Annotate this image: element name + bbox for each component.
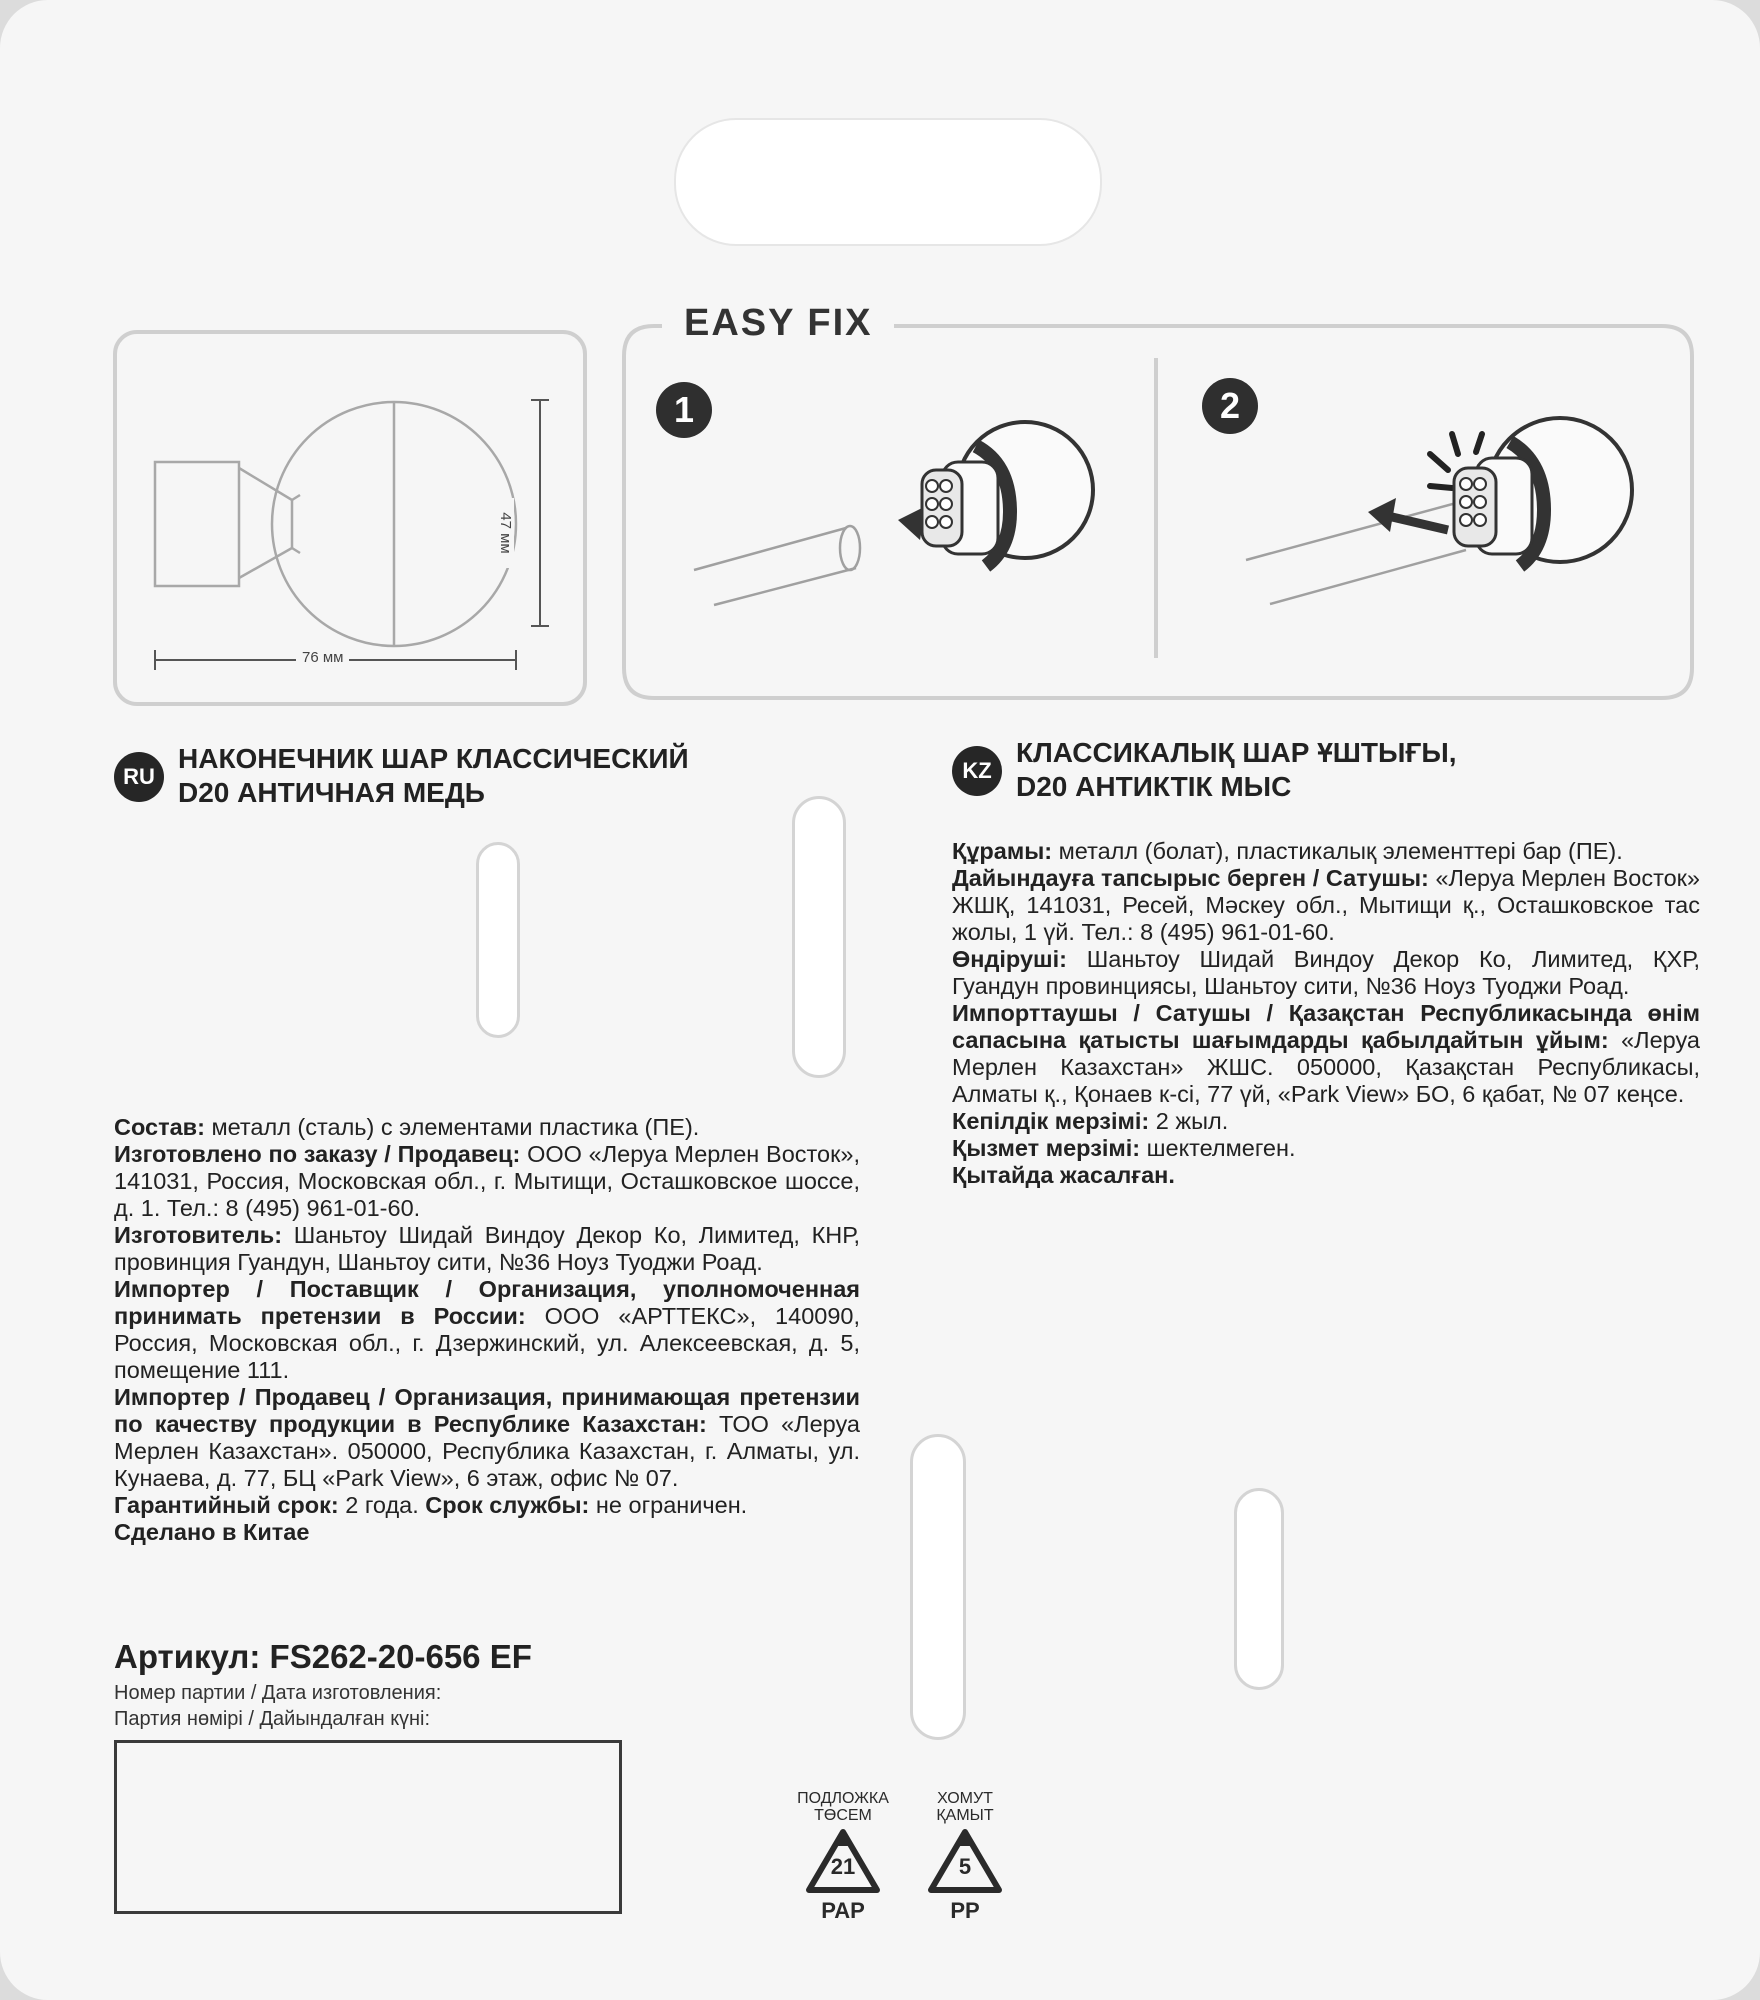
cable-tie-slot xyxy=(792,796,846,1078)
batch-label-ru: Номер партии / Дата изготовления: xyxy=(114,1682,442,1704)
ru-product-title xyxy=(178,742,689,810)
ru-importer-kazakhstan: Импортер / Продавец / Организация, принимающая претензии по качеству продукции в Республике Казахстан: ТОО «Леруа Мерлен Казахстан». 050000, Республика Казахстан, г. Алматы, ул. Кунаева, д. 77, БЦ «Park View», 6 этаж, офис № 07. xyxy=(114,1384,860,1491)
ru-made-in: Сделано в Китае xyxy=(114,1519,310,1545)
cable-tie-slot xyxy=(910,1434,966,1740)
recycling-number: 5 xyxy=(958,1854,972,1879)
ru-title-line-2: D20 АНТИЧНАЯ МЕДЬ xyxy=(178,777,485,808)
ru-composition: Состав: металл (сталь) с элементами пластика (ПЕ). xyxy=(114,1114,700,1140)
width-dimension-label: 76 мм xyxy=(296,649,349,666)
kz-seller: Дайындауға тапсырыс берген / Сатушы: «Леруа Мерлен Восток» ЖШҚ, 141031, Ресей, Мәскеу обл., Мытищи қ., Осташковское тас жолы, 1 үй. Тел.: 8 (495) 961-01-60. xyxy=(952,865,1700,945)
kz-product-info xyxy=(952,838,1700,1189)
ru-seller: Изготовлено по заказу / Продавец: ООО «Леруа Мерлен Восток», 141031, Россия, Московская обл., г. Мытищи, Осташковское шоссе, д. 1. Тел.: 8 (495) 961-01-60. xyxy=(114,1141,860,1221)
kz-title-line-1: КЛАССИКАЛЫҚ ШАР ҰШТЫҒЫ, xyxy=(1016,737,1457,768)
kz-manufacturer: Өндіруші: Шаньтоу Шидай Виндоу Декор Ко, Лимитед, ҚХР, Гуандун провинциясы, Шаньтоу сити, №36 Ноуз Туоджи Роад. xyxy=(952,946,1700,999)
kz-importer: Импорттаушы / Сатушы / Қазақстан Республикасында өнім сапасына қатысты шағымдарды қабылдайтын ұйым: «Леруа Мерлен Казахстан» ЖШС. 050000, Қазақстан Республикасы, Алматы қ., Қонаев к-сі, 77 үй, «Park View» БО, 6 қабат, № 07 кеңсе. xyxy=(952,1000,1700,1107)
kz-language-badge: KZ xyxy=(952,746,1002,796)
step-2-badge: 2 xyxy=(1202,378,1258,434)
height-dimension-label: 47 мм xyxy=(497,498,514,568)
ru-manufacturer: Изготовитель: Шаньтоу Шидай Виндоу Декор Ко, Лимитед, КНР, провинция Гуандун, Шаньтоу сити, №36 Ноуз Туоджи Роад. xyxy=(114,1222,860,1275)
batch-label-kz: Партия нөмірі / Дайындалған күні: xyxy=(114,1708,431,1730)
recycling-mark-pp: ХОМУТ ҚАМЫТ 5 PP xyxy=(910,1790,1020,1924)
ru-language-badge: RU xyxy=(114,752,164,802)
article-number: Артикул: FS262-20-656 EF xyxy=(114,1638,532,1675)
batch-date-box xyxy=(114,1740,622,1914)
ru-warranty: Гарантийный срок: 2 года. Срок службы: не ограничен. xyxy=(114,1492,748,1518)
kz-composition: Құрамы: металл (болат), пластикалық элементтері бар (ПЕ). xyxy=(952,838,1623,864)
ru-title-line-1: НАКОНЕЧНИК ШАР КЛАССИЧЕСКИЙ xyxy=(178,743,689,774)
kz-service-life: Қызмет мерзімі: шектелмеген. xyxy=(952,1135,1296,1161)
kz-title-line-2: D20 АНТИКТІК МЫС xyxy=(1016,771,1292,802)
kz-made-in: Қытайда жасалған. xyxy=(952,1162,1175,1188)
step-1-illustration xyxy=(680,400,1100,610)
recycling-number: 21 xyxy=(830,1854,856,1879)
ru-importer-russia: Импортер / Поставщик / Организация, уполномоченная принимать претензии в России: ООО «АРТТЕКС», 140090, Россия, Московская обл., г. Дзержинский, ул. Алексеевская, д. 5, помещение 111. xyxy=(114,1276,860,1383)
step-2-illustration xyxy=(1230,390,1650,610)
kz-warranty: Кепілдік мерзімі: 2 жыл. xyxy=(952,1108,1229,1134)
cable-tie-slot xyxy=(476,842,520,1038)
kz-product-title xyxy=(1016,736,1457,804)
cable-tie-slot xyxy=(1234,1488,1284,1690)
recycling-mark-pap: ПОДЛОЖКА ТӨСЕМ 21 PAP xyxy=(797,1790,889,1923)
easy-fix-title: EASY FIX xyxy=(662,302,894,345)
step-1-badge: 1 xyxy=(656,382,712,438)
ru-product-info xyxy=(114,1114,860,1546)
